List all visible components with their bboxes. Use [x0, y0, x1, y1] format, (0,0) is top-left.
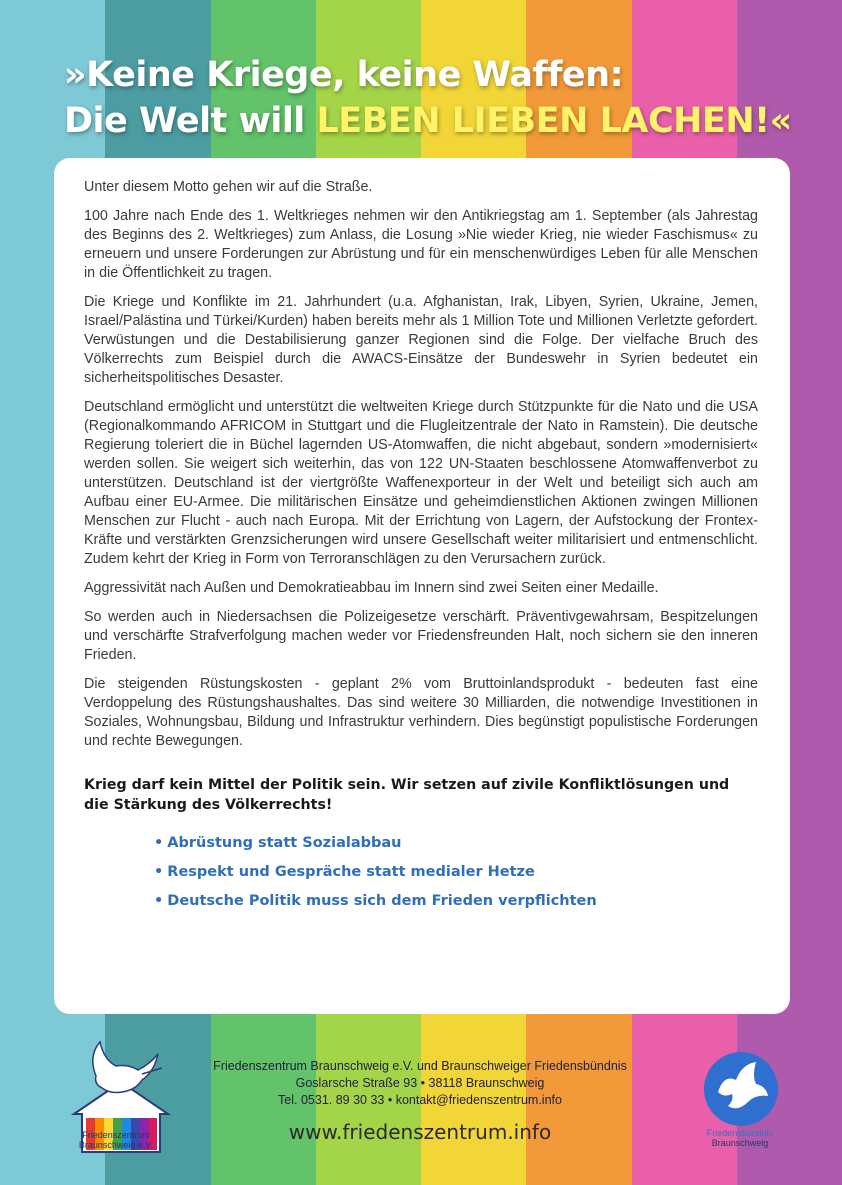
headline-slogan: LEBEN LIEBEN LACHEN!« [316, 101, 792, 141]
right-logo-line-1: Friedensbündnis [706, 1128, 774, 1138]
paragraph-antikriegstag: 100 Jahre nach Ende des 1. Weltkrieges nehmen wir den Antikriegstag am 1. September (als Jahrestag des Beginns des 2. Weltkrieges) zum Anlass, die Losung »Nie wieder Krieg, nie wieder Faschismus« zu erneuern und unsere Forderungen zur Abrüstung und für ein menschenwürdiges Leben für alle Menschen in die Öffentlichkeit zu tragen. [84, 208, 758, 281]
demand-item [154, 887, 758, 916]
right-logo-caption [690, 1128, 790, 1148]
demands-list [154, 829, 758, 916]
footer-street: Goslarsche Straße 93 • 38118 Braunschweig [295, 1076, 545, 1090]
dove-circle-logo-icon [698, 1046, 784, 1132]
bullet-icon: • [154, 893, 164, 909]
footer-contact: Tel. 0531. 89 30 33 • kontakt@friedenszentrum.info [278, 1093, 562, 1107]
footer-website-link[interactable]: www.friedenszentrum.info [288, 1120, 552, 1144]
bullet-icon: • [154, 864, 164, 880]
paragraph-motto: Unter diesem Motto gehen wir auf die Straße. [84, 179, 373, 195]
paragraph-deutschland: Deutschland ermöglicht und unterstützt die weltweiten Kriege durch Stützpunkte für die Nato und die USA (Regionalkommando AFRICOM in Stuttgart und die Flugleitzentrale der Nato in Ramstein). Die deutsche Regierung toleriert die in Büchel lagernden US-Atomwaffen, die nicht abgebaut, sondern »modernisiert« werden sollen. Sie weigert sich weiterhin, das von 122 UN-Staaten beschlossene Atomwaffenverbot zu unterstützen. Deutschland ist der viertgrößte Waffenexporteur in der Welt und beteiligt sich auch am Aufbau einer EU-Armee. Die militärischen Einsätze und geheimdienstlichen Aktionen zwingen Millionen Menschen zur Flucht - auch nach Europa. Mit der Errichtung von Lagern, der Aufstockung der Frontex-Kräfte und verstärkten Grenzsicherungen wird unsere Gesellschaft weiter militarisiert und entmenschlicht. Zudem kehrt der Krieg in Form von Terroranschlägen zu den Verursachern zurück. [84, 399, 758, 567]
paragraph-polizeigesetze: So werden auch in Niedersachsen die Polizeigesetze verschärft. Präventivgewahrsam, Bespitzelungen und verschärfte Strafverfolgung machen weder vor Friedensfreunden Halt, noch sichern sie den inneren Frieden. [84, 609, 758, 663]
paragraph-kriege-konflikte: Die Kriege und Konflikte im 21. Jahrhundert (u.a. Afghanistan, Irak, Libyen, Syrien, Ukraine, Jemen, Israel/Palästina und Türkei/Kurden) haben bereits mehr als 1 Million Tote und Millionen Verletzte gefordert. Verwüstungen und die Destabilisierung ganzer Regionen sind die Folge. Der vielfache Bruch des Völkerrechts zum Beispiel durch die AWACS-Einsätze der Bundeswehr in Syrien bedeutet ein sicherheitspolitisches Desaster. [84, 294, 758, 386]
demand-item [154, 858, 758, 887]
right-logo-line-2: Braunschweig [711, 1138, 769, 1148]
demand-item [154, 829, 758, 858]
left-logo-line-2: Braunschweig e.V. [78, 1140, 154, 1150]
lead-statement: Krieg darf kein Mittel der Politik sein. Wir setzen auf zivile Konfliktlösungen und die Stärkung des Völkerrechts! [84, 777, 730, 813]
demand-text: Abrüstung statt Sozialabbau [167, 835, 402, 851]
left-logo-line-1: Friedenszentrum [82, 1130, 150, 1140]
left-logo-caption [66, 1130, 166, 1150]
bullet-icon: • [154, 835, 164, 851]
headline [64, 52, 804, 144]
demand-text: Deutsche Politik muss sich dem Frieden verpflichten [167, 893, 597, 909]
headline-line-1: »Keine Kriege, keine Waffen: [64, 55, 624, 95]
paragraph-ruestungskosten: Die steigenden Rüstungskosten - geplant 2% vom Bruttoinlandsprodukt - bedeuten fast eine Verdoppelung des Rüstungshaushaltes. Das sind weitere 30 Milliarden, die notwendige Investitionen in Soziales, Wohnungsbau, Bildung und Infrastruktur verhindern. Dies begünstigt populistische Forderungen und rechte Bewegungen. [84, 676, 758, 749]
demand-text: Respekt und Gespräche statt medialer Hetze [167, 864, 535, 880]
content-card [54, 158, 790, 1014]
footer-organisations: Friedenszentrum Braunschweig e.V. und Braunschweiger Friedensbündnis [213, 1059, 627, 1073]
headline-line-2-prefix: Die Welt will [64, 101, 317, 141]
headline-line-2 [64, 98, 804, 144]
footer-address [190, 1058, 650, 1109]
paragraph-aggressivitaet: Aggressivität nach Außen und Demokratieabbau im Innern sind zwei Seiten einer Medaille. [84, 580, 659, 596]
